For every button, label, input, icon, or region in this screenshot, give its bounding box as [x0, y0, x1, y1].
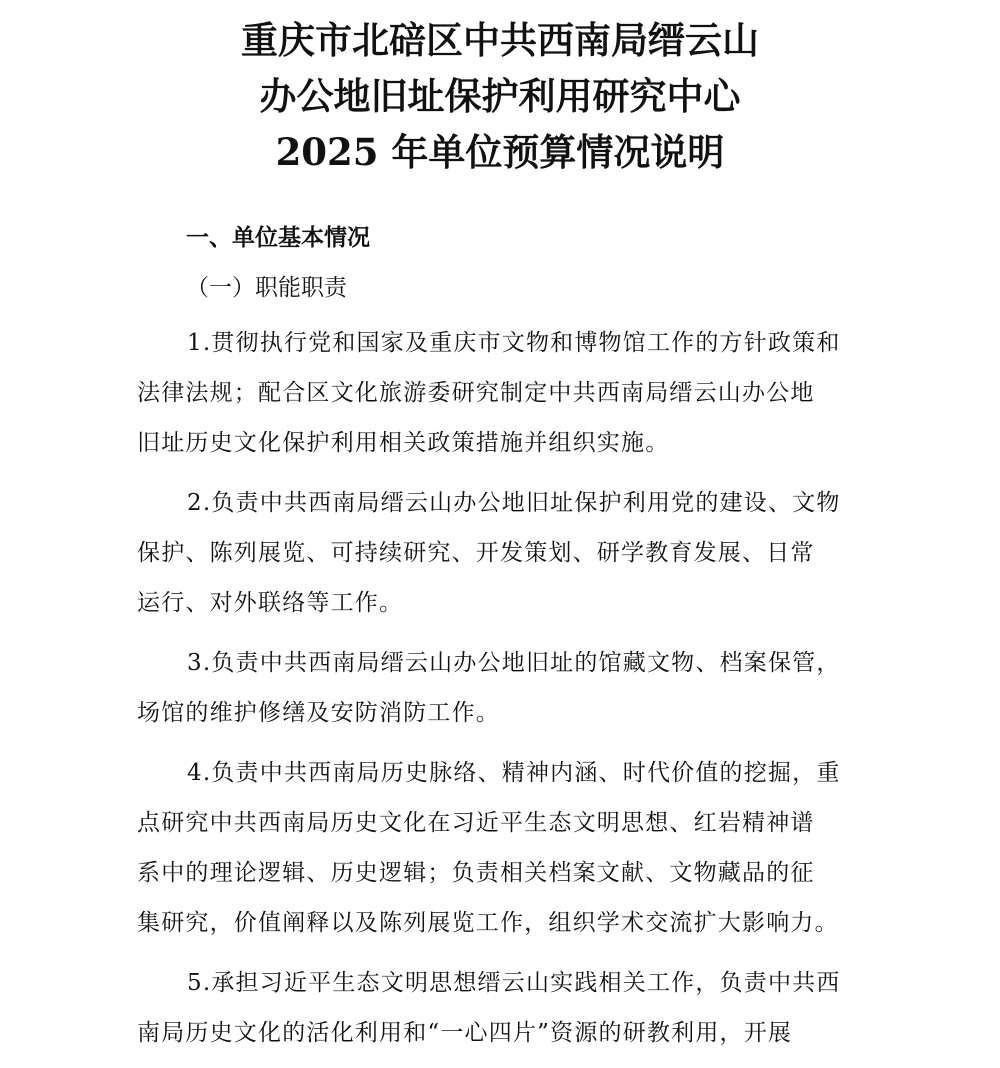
paragraph-line: 旧址历史文化保护利用相关政策措施并组织实施。	[137, 430, 670, 456]
title-line-3: 2025 年单位预算情况说明	[275, 130, 725, 174]
paragraph-line: 集研究，价值阐释以及陈列展览工作，组织学术交流扩大影响力。	[137, 910, 839, 936]
document-body	[137, 318, 897, 1068]
paragraph-line: 5.承担习近平生态文明思想缙云山实践相关工作，负责中共西	[187, 970, 841, 996]
paragraph-3	[137, 638, 897, 738]
paragraph-line: 3.负责中共西南局缙云山办公地旧址的馆藏文物、档案保管，	[187, 650, 841, 676]
subsection-heading: （一）职能职责	[186, 275, 347, 301]
paragraph-line: 保护、陈列展览、可持续研究、开发策划、研学教育发展、日常	[137, 540, 815, 566]
title-line-2: 办公地旧址保护利用研究中心	[259, 74, 741, 118]
paragraph-line: 1.贯彻执行党和国家及重庆市文物和博物馆工作的方针政策和	[187, 330, 841, 356]
paragraph-line: 南局历史文化的活化利用和“一心四片”资源的研教利用，开展	[137, 1020, 793, 1046]
paragraph-line: 运行、对外联络等工作。	[137, 590, 404, 616]
document-title	[0, 12, 1000, 180]
paragraph-line: 法律法规；配合区文化旅游委研究制定中共西南局缙云山办公地	[137, 380, 815, 406]
paragraph-1	[137, 318, 897, 468]
paragraph-line: 4.负责中共西南局历史脉络、精神内涵、时代价值的挖掘，重	[187, 760, 841, 786]
title-line-1: 重庆市北碚区中共西南局缙云山	[241, 18, 759, 62]
paragraph-line: 2.负责中共西南局缙云山办公地旧址保护利用党的建设、文物	[187, 490, 841, 516]
paragraph-5	[137, 958, 897, 1058]
section-heading: 一、单位基本情况	[186, 225, 370, 251]
paragraph-line: 场馆的维护修缮及安防消防工作。	[137, 700, 500, 726]
paragraph-line: 系中的理论逻辑、历史逻辑；负责相关档案文献、文物藏品的征	[137, 860, 815, 886]
paragraph-2	[137, 478, 897, 628]
paragraph-line: 点研究中共西南局历史文化在习近平生态文明思想、红岩精神谱	[137, 810, 815, 836]
paragraph-4	[137, 748, 897, 948]
